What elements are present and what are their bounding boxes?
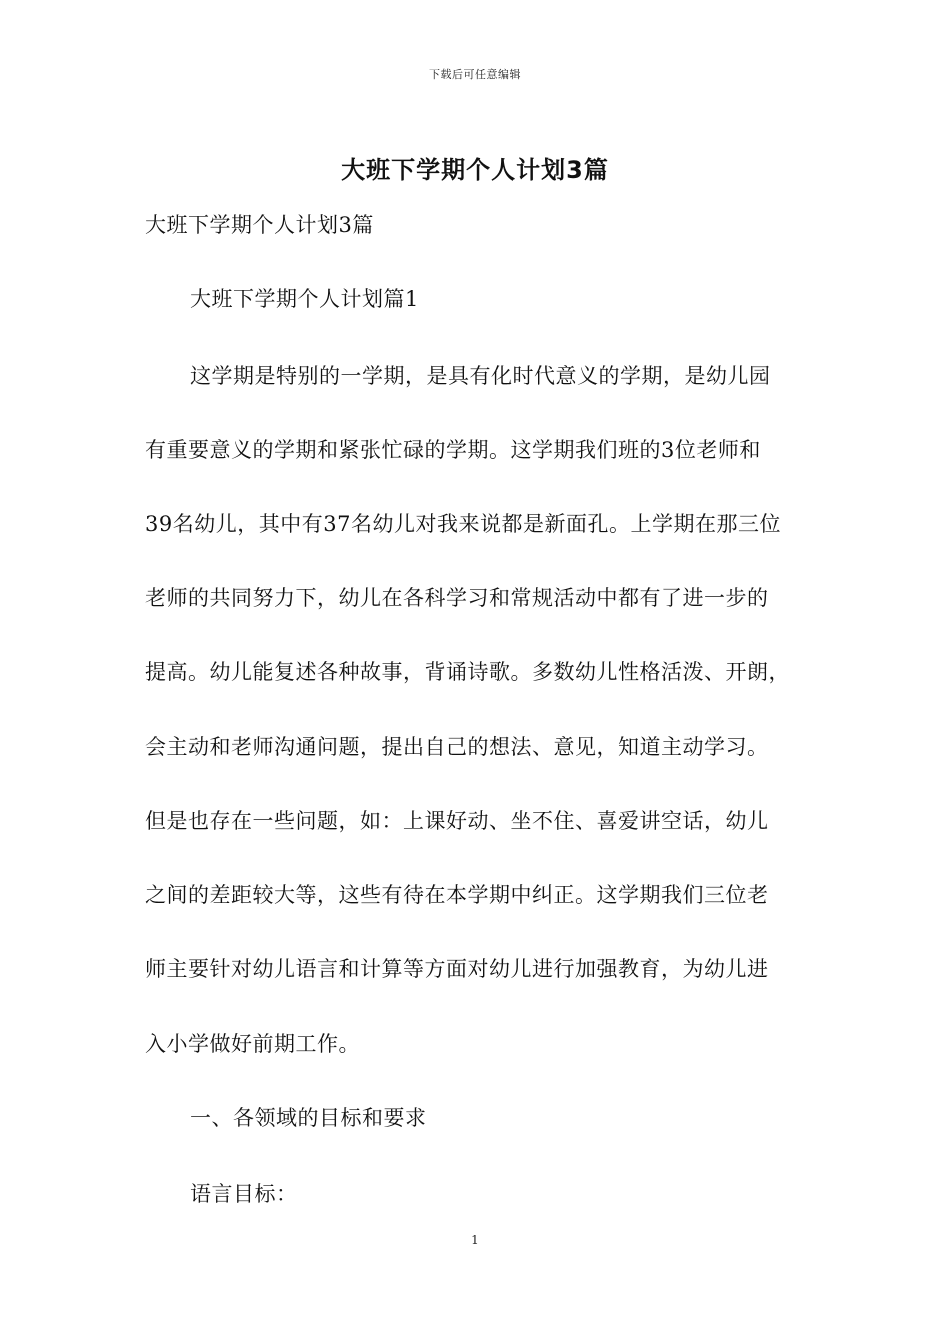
section-heading: 一、各领域的目标和要求 [190, 1106, 427, 1130]
document-title: 大班下学期个人计划3篇 [341, 156, 609, 184]
subtitle-line: 大班下学期个人计划3篇 [145, 213, 374, 237]
paragraph-line: 这学期是特别的一学期，是具有化时代意义的学期，是幼儿园 [190, 364, 771, 388]
page-number: 1 [471, 1233, 479, 1247]
paragraph-line: 师主要针对幼儿语言和计算等方面对幼儿进行加强教育，为幼儿进 [145, 957, 769, 981]
paragraph-line: 提高。幼儿能复述各种故事，背诵诗歌。多数幼儿性格活泼、开朗， [145, 660, 790, 684]
paragraph-line: 有重要意义的学期和紧张忙碌的学期。这学期我们班的3位老师和 [145, 438, 761, 462]
paragraph-line: 之间的差距较大等，这些有待在本学期中纠正。这学期我们三位老 [145, 883, 769, 907]
paragraph-line: 老师的共同努力下，幼儿在各科学习和常规活动中都有了进一步的 [145, 586, 769, 610]
paragraph-line: 但是也存在一些问题，如：上课好动、坐不住、喜爱讲空话，幼儿 [145, 809, 769, 833]
subsection-heading: 语言目标： [190, 1182, 298, 1206]
header-note: 下载后可任意编辑 [429, 68, 521, 81]
section-heading: 大班下学期个人计划篇1 [190, 287, 419, 311]
paragraph-line: 会主动和老师沟通问题，提出自己的想法、意见，知道主动学习。 [145, 735, 769, 759]
paragraph-line: 39名幼儿，其中有37名幼儿对我来说都是新面孔。上学期在那三位 [145, 512, 781, 536]
paragraph-line: 入小学做好前期工作。 [145, 1032, 360, 1056]
